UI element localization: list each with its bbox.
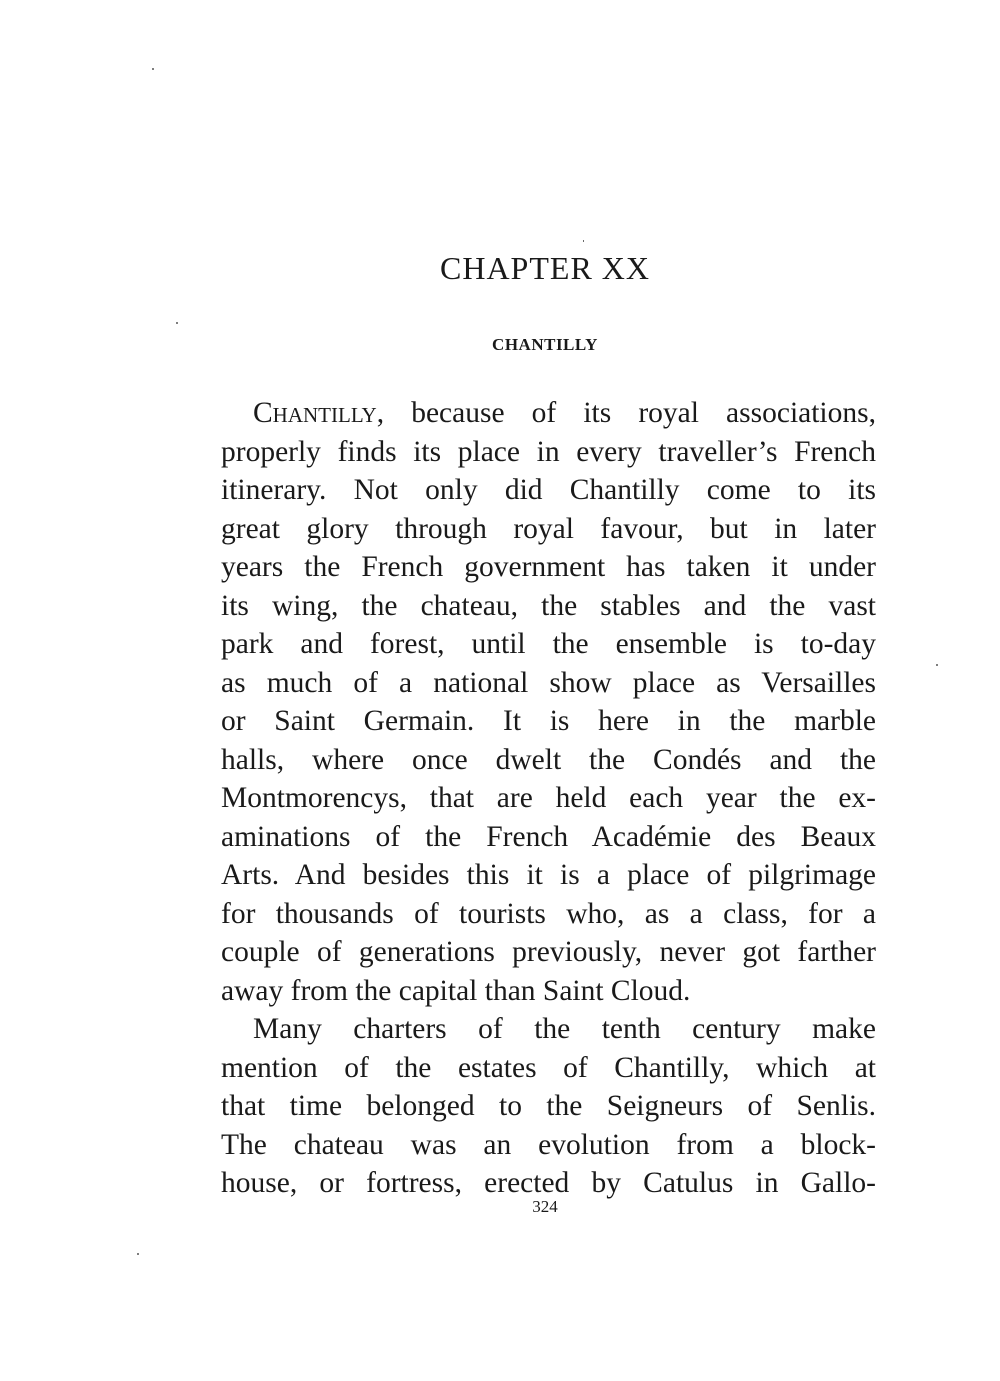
opening-word: Chantilly, xyxy=(253,397,385,429)
paragraph-line: The chateau was an evolution from a block- xyxy=(221,1128,876,1161)
paragraph-line: for thousands of tourists who, as a class, for a xyxy=(221,897,876,930)
paragraph-line: its wing, the chateau, the stables and the vast xyxy=(221,589,876,622)
paragraph-line: that time belonged to the Seigneurs of Senlis. xyxy=(221,1090,876,1122)
paragraph-line: Many charters of the tenth century make xyxy=(253,1013,876,1045)
paragraph-line: house, or fortress, erected by Catulus in Gallo- xyxy=(221,1167,876,1199)
paragraph-line: great glory through royal favour, but in later xyxy=(221,512,876,545)
chapter-title: CHANTILLY xyxy=(492,335,598,354)
paragraph-line: or Saint Germain. It is here in the marble xyxy=(221,705,876,737)
line-text: because of its royal associations, xyxy=(384,397,876,429)
paragraph-2 xyxy=(221,1010,876,1203)
scan-speck xyxy=(137,1253,139,1255)
paragraph-line: Montmorencys, that are held each year the ex- xyxy=(221,782,876,814)
scan-speck xyxy=(176,322,178,324)
paragraph-line: aminations of the French Académie des Beaux xyxy=(221,820,876,853)
paragraph-line: park and forest, until the ensemble is to-day xyxy=(221,628,876,660)
paragraph-line: itinerary. Not only did Chantilly come to its xyxy=(221,474,876,506)
scan-speck xyxy=(583,240,584,242)
chapter-heading: CHAPTER XX xyxy=(439,250,650,286)
scan-speck xyxy=(936,664,938,666)
paragraph-line: halls, where once dwelt the Condés and the xyxy=(221,743,876,776)
body-text xyxy=(221,394,876,1203)
paragraph-line: Arts. And besides this it is a place of pilgrimage xyxy=(221,859,876,891)
scan-speck xyxy=(152,68,154,70)
paragraph-1 xyxy=(221,394,876,1010)
paragraph-line: as much of a national show place as Versailles xyxy=(221,666,876,699)
page-number: 324 xyxy=(532,1197,558,1216)
paragraph-line: years the French government has taken it under xyxy=(221,551,876,583)
paragraph-line: mention of the estates of Chantilly, which at xyxy=(221,1051,876,1084)
paragraph-line: away from the capital than Saint Cloud. xyxy=(221,974,691,1007)
paragraph-line xyxy=(221,394,876,433)
paragraph-line: properly finds its place in every traveller’s French xyxy=(221,435,876,468)
paragraph-line: couple of generations previously, never got farther xyxy=(221,936,876,968)
